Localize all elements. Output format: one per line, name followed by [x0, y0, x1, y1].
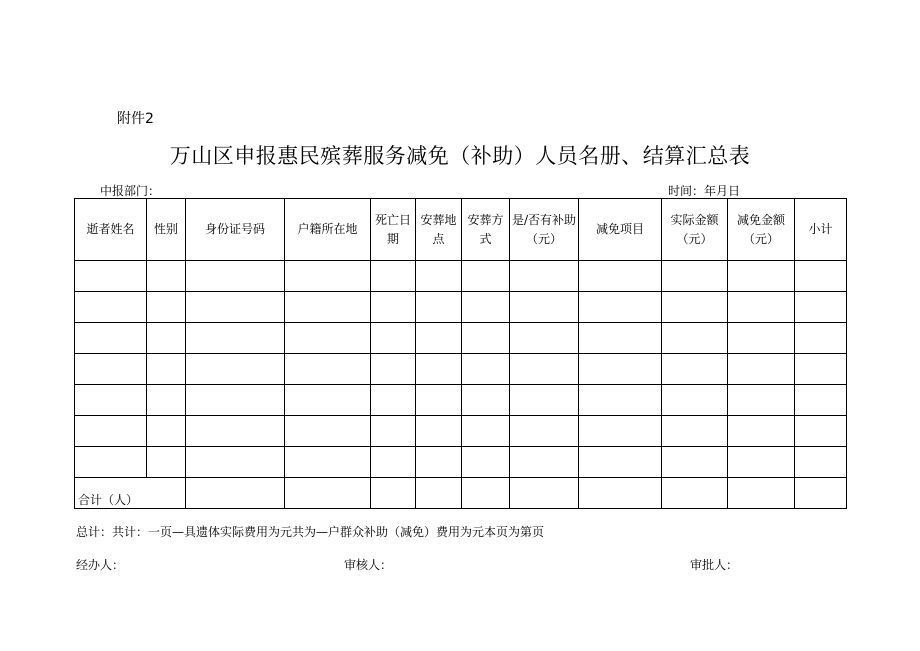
table-cell[interactable] — [186, 447, 285, 478]
ledger-table — [74, 198, 847, 509]
table-cell[interactable] — [462, 447, 510, 478]
table-cell[interactable] — [795, 292, 847, 323]
table-cell[interactable] — [795, 385, 847, 416]
table-cell[interactable] — [579, 354, 662, 385]
table-cell[interactable] — [186, 323, 285, 354]
table-cell[interactable] — [285, 261, 371, 292]
table-cell[interactable] — [75, 416, 147, 447]
table-cell[interactable] — [510, 416, 579, 447]
page-title: 万山区申报惠民殡葬服务减免（补助）人员名册、结算汇总表 — [169, 144, 751, 168]
date-label: 时间：年月日 — [668, 184, 741, 198]
table-cell[interactable] — [579, 292, 662, 323]
header-burial-method: 安葬方式 — [462, 199, 510, 261]
table-cell[interactable] — [416, 261, 462, 292]
reviewer-signature-label: 审核人： — [344, 558, 393, 572]
header-waiver-items: 减免项目 — [579, 199, 662, 261]
total-row — [75, 478, 847, 509]
total-label: 合计（人） — [75, 478, 186, 509]
table-cell[interactable] — [662, 323, 728, 354]
table-cell[interactable] — [416, 385, 462, 416]
table-row — [75, 416, 847, 447]
header-burial-place: 安葬地点 — [416, 199, 462, 261]
table-cell[interactable] — [186, 478, 285, 509]
header-subsidy-flag: 是/否有补助（元） — [510, 199, 579, 261]
header-death-date: 死亡日期 — [371, 199, 416, 261]
table-row — [75, 261, 847, 292]
table-cell[interactable] — [147, 354, 186, 385]
table-cell[interactable] — [285, 447, 371, 478]
table-cell[interactable] — [371, 478, 416, 509]
table-cell[interactable] — [416, 447, 462, 478]
table-cell[interactable] — [75, 323, 147, 354]
table-cell[interactable] — [462, 385, 510, 416]
table-cell[interactable] — [662, 478, 728, 509]
table-cell[interactable] — [416, 354, 462, 385]
table-cell[interactable] — [147, 261, 186, 292]
table-cell[interactable] — [285, 323, 371, 354]
table-cell[interactable] — [795, 323, 847, 354]
table-cell[interactable] — [75, 261, 147, 292]
table-cell[interactable] — [371, 261, 416, 292]
table-cell[interactable] — [510, 323, 579, 354]
table-row — [75, 323, 847, 354]
table-row — [75, 354, 847, 385]
table-cell[interactable] — [416, 478, 462, 509]
table-cell[interactable] — [510, 354, 579, 385]
table-cell[interactable] — [662, 354, 728, 385]
table-row — [75, 447, 847, 478]
table-cell[interactable] — [462, 261, 510, 292]
table-cell[interactable] — [75, 447, 147, 478]
table-cell[interactable] — [186, 416, 285, 447]
dept-label: 中报部门： — [100, 184, 161, 198]
table-cell[interactable] — [147, 385, 186, 416]
table-cell[interactable] — [285, 478, 371, 509]
table-cell[interactable] — [75, 354, 147, 385]
table-cell[interactable] — [795, 478, 847, 509]
table-cell[interactable] — [728, 478, 795, 509]
table-cell[interactable] — [416, 323, 462, 354]
table-cell[interactable] — [510, 478, 579, 509]
table-cell[interactable] — [662, 292, 728, 323]
table-cell[interactable] — [795, 447, 847, 478]
table-cell[interactable] — [147, 292, 186, 323]
table-cell[interactable] — [285, 292, 371, 323]
header-subtotal: 小计 — [795, 199, 847, 261]
table-cell[interactable] — [75, 292, 147, 323]
attachment-label: 附件2 — [117, 111, 154, 127]
table-cell[interactable] — [147, 323, 186, 354]
table-cell[interactable] — [462, 354, 510, 385]
header-gender: 性别 — [147, 199, 186, 261]
header-id-number: 身份证号码 — [186, 199, 285, 261]
header-household-location: 户籍所在地 — [285, 199, 371, 261]
table-cell[interactable] — [462, 323, 510, 354]
table-cell[interactable] — [416, 292, 462, 323]
table-cell[interactable] — [147, 447, 186, 478]
table-cell[interactable] — [462, 292, 510, 323]
table-cell[interactable] — [795, 261, 847, 292]
table-header-row — [75, 199, 847, 261]
table-cell[interactable] — [371, 354, 416, 385]
table-cell[interactable] — [579, 385, 662, 416]
table-cell[interactable] — [510, 261, 579, 292]
table-row — [75, 292, 847, 323]
header-waiver-amount: 减免金额（元） — [728, 199, 795, 261]
table-cell[interactable] — [462, 478, 510, 509]
table-cell[interactable] — [728, 323, 795, 354]
table-cell[interactable] — [579, 416, 662, 447]
table-cell[interactable] — [510, 447, 579, 478]
table-cell[interactable] — [795, 354, 847, 385]
table-cell[interactable] — [186, 354, 285, 385]
handler-signature-label: 经办人： — [76, 558, 125, 572]
table-cell[interactable] — [662, 385, 728, 416]
footer-summary: 总计：共计：一页—具遗体实际费用为元共为—户群众补助（减免）费用为元本页为第页 — [76, 525, 545, 539]
table-cell[interactable] — [579, 478, 662, 509]
table-cell[interactable] — [728, 292, 795, 323]
table-cell[interactable] — [462, 416, 510, 447]
table-cell[interactable] — [728, 447, 795, 478]
table-cell[interactable] — [371, 416, 416, 447]
table-cell[interactable] — [579, 447, 662, 478]
table-cell[interactable] — [662, 416, 728, 447]
table-cell[interactable] — [510, 385, 579, 416]
table-cell[interactable] — [728, 385, 795, 416]
table-cell[interactable] — [728, 354, 795, 385]
table-cell[interactable] — [662, 447, 728, 478]
table-cell[interactable] — [662, 261, 728, 292]
table-cell[interactable] — [186, 261, 285, 292]
table-cell[interactable] — [75, 385, 147, 416]
table-cell[interactable] — [285, 416, 371, 447]
table-cell[interactable] — [795, 416, 847, 447]
table-cell[interactable] — [285, 385, 371, 416]
header-deceased-name: 逝者姓名 — [75, 199, 147, 261]
table-cell[interactable] — [728, 261, 795, 292]
table-cell[interactable] — [147, 416, 186, 447]
table-cell[interactable] — [186, 292, 285, 323]
table-cell[interactable] — [579, 323, 662, 354]
table-cell[interactable] — [728, 416, 795, 447]
table-cell[interactable] — [579, 261, 662, 292]
header-actual-amount: 实际金额（元） — [662, 199, 728, 261]
approver-signature-label: 审批人： — [690, 558, 739, 572]
table-cell[interactable] — [371, 385, 416, 416]
table-cell[interactable] — [371, 447, 416, 478]
table-cell[interactable] — [371, 323, 416, 354]
table-cell[interactable] — [416, 416, 462, 447]
table-row — [75, 385, 847, 416]
table-cell[interactable] — [510, 292, 579, 323]
table-cell[interactable] — [371, 292, 416, 323]
table-cell[interactable] — [186, 385, 285, 416]
table-cell[interactable] — [285, 354, 371, 385]
